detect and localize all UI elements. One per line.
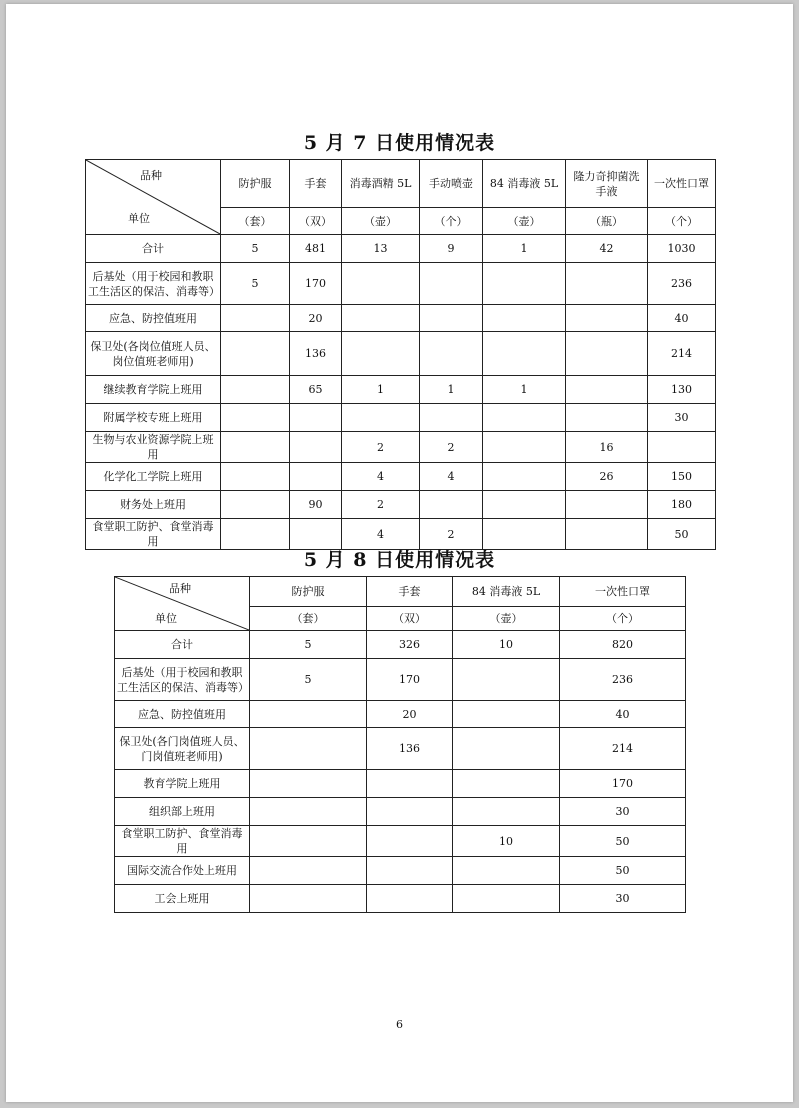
table2-cell: 5 — [250, 631, 367, 659]
table2-row-label-line: 后基处（用于校园和教职 — [121, 665, 243, 679]
table1-cell: 50 — [648, 519, 716, 550]
table1-header-row — [86, 160, 716, 208]
document-page — [6, 4, 793, 1102]
table2-cell — [453, 885, 560, 913]
table1-cell — [342, 305, 420, 332]
table1-cell: 1 — [420, 376, 483, 404]
table1-col-header: 手动喷壶 — [420, 160, 483, 208]
table2-cell: 20 — [367, 701, 453, 728]
table1-cell: 170 — [290, 263, 342, 305]
table1-row-label: 生物与农业资源学院上班用 — [86, 432, 221, 463]
table1-cell: 2 — [342, 432, 420, 463]
table2-cell: 50 — [560, 826, 686, 857]
table2-row — [115, 798, 686, 826]
table2-corner-bottom: 单位 — [155, 612, 177, 625]
table1-cell — [483, 305, 566, 332]
table1-cell: 180 — [648, 491, 716, 519]
table2-cell — [250, 798, 367, 826]
table2-cell — [367, 857, 453, 885]
table2-cell: 820 — [560, 631, 686, 659]
table1-cell: 150 — [648, 463, 716, 491]
table2-cell: 170 — [367, 659, 453, 701]
table1-col-header: 防护服 — [221, 160, 290, 208]
table1-cell — [420, 491, 483, 519]
table2-row-label: 合计 — [115, 631, 250, 659]
table1-row-label: 财务处上班用 — [86, 491, 221, 519]
table1-cell: 4 — [420, 463, 483, 491]
table1-row — [86, 332, 716, 376]
table1-col-header — [566, 160, 648, 208]
table1-unit-cell: （套） — [221, 208, 290, 235]
table2-row — [115, 826, 686, 857]
table1-cell — [483, 491, 566, 519]
table2-corner-cell — [115, 577, 250, 631]
table1-cell: 130 — [648, 376, 716, 404]
table2-body — [115, 631, 686, 913]
table2-row — [115, 885, 686, 913]
table1-row — [86, 235, 716, 263]
table1-cell: 9 — [420, 235, 483, 263]
table2-cell — [250, 885, 367, 913]
table1-cell: 2 — [420, 432, 483, 463]
table2-cell: 40 — [560, 701, 686, 728]
table1-row-label: 化学化工学院上班用 — [86, 463, 221, 491]
table1-row — [86, 376, 716, 404]
table1-unit-cell: （瓶） — [566, 208, 648, 235]
table1-cell — [648, 432, 716, 463]
table2-cell — [250, 770, 367, 798]
table2-row — [115, 701, 686, 728]
table2-title: 5 月 8 日使用情况表 — [303, 549, 496, 571]
table1-unit-cell: （壶） — [483, 208, 566, 235]
table1-col-header-line: 隆力奇抑菌洗 — [573, 169, 640, 183]
table1-cell — [483, 263, 566, 305]
table1-cell — [566, 332, 648, 376]
table1-cell: 5 — [221, 263, 290, 305]
table2-row-label-line: 保卫处(各门岗值班人员、 — [119, 734, 245, 748]
table2-row-label: 工会上班用 — [115, 885, 250, 913]
table1-unit-cell: （个） — [420, 208, 483, 235]
table2-cell — [453, 701, 560, 728]
table1-cell — [566, 305, 648, 332]
table1-cell: 42 — [566, 235, 648, 263]
table2-cell — [250, 826, 367, 857]
table1-cell: 20 — [290, 305, 342, 332]
table1-row — [86, 463, 716, 491]
table1-cell — [221, 404, 290, 432]
table2-cell: 10 — [453, 826, 560, 857]
table2-cell — [367, 798, 453, 826]
table2-cell: 5 — [250, 659, 367, 701]
table2-cell: 214 — [560, 728, 686, 770]
table1-cell — [221, 332, 290, 376]
table1-cell — [566, 404, 648, 432]
table1-cell — [566, 376, 648, 404]
table1-row-label-line: 工生活区的保洁、消毒等） — [88, 284, 220, 298]
table1-row-label: 食堂职工防护、食堂消毒用 — [86, 519, 221, 550]
table2-unit-cell: （双） — [367, 607, 453, 631]
table2-unit-cell: （套） — [250, 607, 367, 631]
table2-row-label: 教育学院上班用 — [115, 770, 250, 798]
table1-cell — [342, 332, 420, 376]
table1-cell — [221, 305, 290, 332]
table2-row — [115, 857, 686, 885]
table2-cell — [250, 857, 367, 885]
table1-col-header-line: 手液 — [595, 184, 618, 198]
table1-cell: 214 — [648, 332, 716, 376]
table1-cell: 481 — [290, 235, 342, 263]
table1-cell — [566, 491, 648, 519]
table2-cell: 30 — [560, 885, 686, 913]
table1-cell: 1 — [483, 376, 566, 404]
table2-row-label: 食堂职工防护、食堂消毒用 — [115, 826, 250, 857]
table2-row-label — [115, 728, 250, 770]
table1-corner-cell — [86, 160, 221, 235]
table1-row-label — [86, 263, 221, 305]
table2-cell — [250, 728, 367, 770]
table1-cell: 4 — [342, 519, 420, 550]
table1-cell — [566, 263, 648, 305]
table2-header-row — [115, 577, 686, 607]
table2-unit-cell: （壶） — [453, 607, 560, 631]
table2-cell — [250, 701, 367, 728]
table1-row-label — [86, 332, 221, 376]
table1-cell — [420, 332, 483, 376]
table2-row — [115, 728, 686, 770]
table1-unit-cell: （双） — [290, 208, 342, 235]
table1-cell — [221, 463, 290, 491]
table2-cell: 30 — [560, 798, 686, 826]
table2-cell — [453, 659, 560, 701]
table1-row — [86, 491, 716, 519]
table2-cell — [453, 728, 560, 770]
table1-cell: 136 — [290, 332, 342, 376]
table2-row-label-line: 工生活区的保洁、消毒等） — [117, 680, 249, 694]
table2-row-label: 国际交流合作处上班用 — [115, 857, 250, 885]
table2-cell — [367, 885, 453, 913]
table1-cell: 1030 — [648, 235, 716, 263]
table1-cell: 1 — [342, 376, 420, 404]
table1-col-header: 一次性口罩 — [648, 160, 716, 208]
table2-cell: 236 — [560, 659, 686, 701]
table1-cell — [290, 463, 342, 491]
table2-col-header: 防护服 — [250, 577, 367, 607]
table1-row-label-line: 后基处（用于校园和教职 — [92, 269, 214, 283]
table1-corner-bottom: 单位 — [128, 212, 150, 225]
table1-row — [86, 404, 716, 432]
table1-title: 5 月 7 日使用情况表 — [303, 132, 496, 154]
table1-cell: 65 — [290, 376, 342, 404]
table1-cell — [483, 432, 566, 463]
table1-col-header: 消毒酒精 5L — [342, 160, 420, 208]
table2-cell: 50 — [560, 857, 686, 885]
table1-cell — [221, 432, 290, 463]
table1-cell — [420, 404, 483, 432]
table1-body — [86, 235, 716, 550]
table1-cell — [420, 263, 483, 305]
table1-cell — [221, 376, 290, 404]
table1-row-label: 应急、防控值班用 — [86, 305, 221, 332]
table1 — [85, 159, 716, 550]
table1-cell: 236 — [648, 263, 716, 305]
table1-col-header: 手套 — [290, 160, 342, 208]
table1-cell: 90 — [290, 491, 342, 519]
table1-cell: 30 — [648, 404, 716, 432]
table1-cell: 40 — [648, 305, 716, 332]
table1-cell: 2 — [342, 491, 420, 519]
table1-unit-cell: （壶） — [342, 208, 420, 235]
table2-row-label: 组织部上班用 — [115, 798, 250, 826]
table2-row-label: 应急、防控值班用 — [115, 701, 250, 728]
table2-row — [115, 631, 686, 659]
table1-cell — [290, 404, 342, 432]
table2-col-header: 一次性口罩 — [560, 577, 686, 607]
table2-cell — [367, 826, 453, 857]
table1-row-label-line: 保卫处(各岗位值班人员、 — [90, 339, 216, 353]
table1-cell — [342, 263, 420, 305]
table2-cell — [453, 798, 560, 826]
table2-cell: 136 — [367, 728, 453, 770]
table2-cell — [453, 857, 560, 885]
table1-row-label: 继续教育学院上班用 — [86, 376, 221, 404]
table1-cell: 26 — [566, 463, 648, 491]
table2-unit-cell: （个） — [560, 607, 686, 631]
table2-row-label — [115, 659, 250, 701]
table2-cell: 170 — [560, 770, 686, 798]
page-number: 6 — [396, 1018, 403, 1031]
table2-row-label-line: 门岗值班老师用) — [141, 749, 223, 763]
table1-row-label: 附属学校专班上班用 — [86, 404, 221, 432]
table2-corner-top: 品种 — [169, 582, 191, 595]
table2-col-header: 手套 — [367, 577, 453, 607]
table1-cell: 1 — [483, 235, 566, 263]
table1-cell: 13 — [342, 235, 420, 263]
table2-cell: 326 — [367, 631, 453, 659]
table1-row — [86, 305, 716, 332]
table1-cell — [221, 491, 290, 519]
table2-row — [115, 770, 686, 798]
table1-cell: 16 — [566, 432, 648, 463]
table2-row — [115, 659, 686, 701]
table1-row-label-line: 岗位值班老师用) — [112, 354, 194, 368]
table2-col-header: 84 消毒液 5L — [453, 577, 560, 607]
table1-cell: 2 — [420, 519, 483, 550]
table1-cell — [483, 332, 566, 376]
table1-cell — [420, 305, 483, 332]
table1-cell — [342, 404, 420, 432]
table2-cell: 10 — [453, 631, 560, 659]
table1-unit-cell: （个） — [648, 208, 716, 235]
table1-cell — [290, 432, 342, 463]
table1-row — [86, 263, 716, 305]
table2-cell — [367, 770, 453, 798]
table1-cell: 4 — [342, 463, 420, 491]
table1-corner-top: 品种 — [140, 169, 162, 182]
table1-row — [86, 432, 716, 463]
table1-cell — [483, 404, 566, 432]
table1-cell: 5 — [221, 235, 290, 263]
table2 — [114, 576, 686, 913]
table2-cell — [453, 770, 560, 798]
table1-cell — [483, 463, 566, 491]
table1-row-label: 合计 — [86, 235, 221, 263]
table1-col-header: 84 消毒液 5L — [483, 160, 566, 208]
